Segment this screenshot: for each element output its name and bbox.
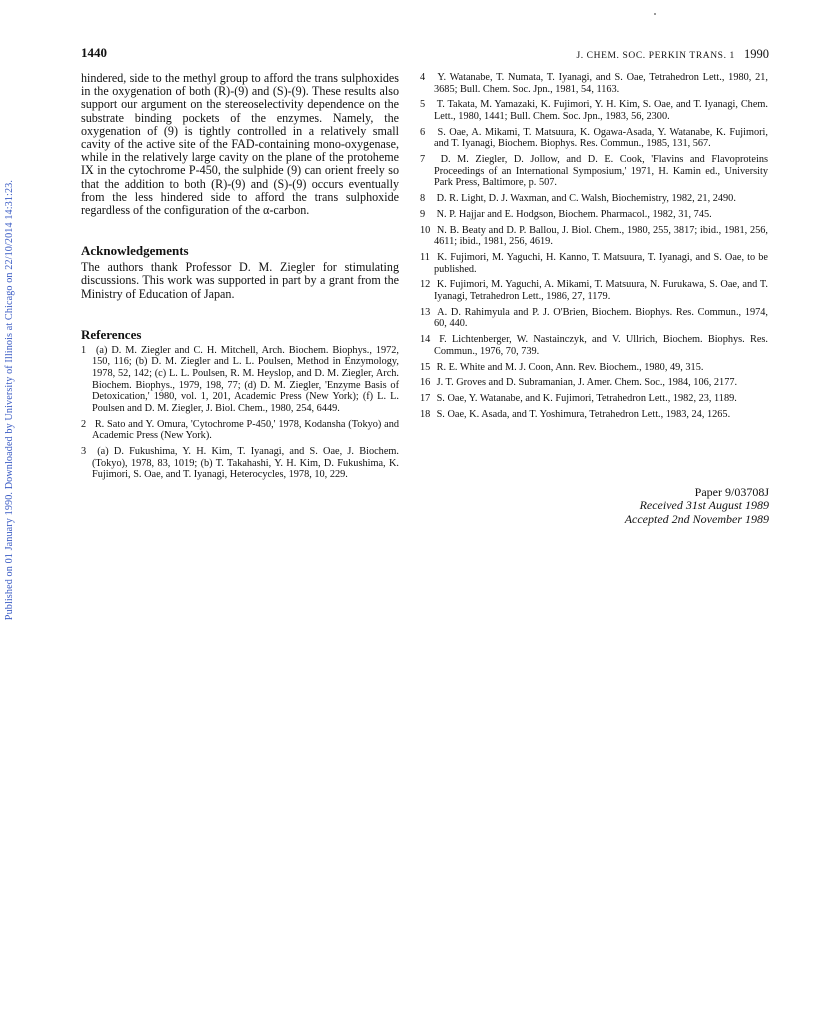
reference-text: S. Oae, Y. Watanabe, and K. Fujimori, Tetrahedron Lett., 1982, 23, 1189. xyxy=(436,393,737,405)
reference-item xyxy=(81,345,399,415)
reference-item xyxy=(420,409,768,421)
right-column xyxy=(420,72,768,425)
scan-artifact-dot xyxy=(654,13,656,15)
reference-text: D. R. Light, D. J. Waxman, and C. Walsh, Biochemistry, 1982, 21, 2490. xyxy=(436,193,736,205)
reference-number: 16 xyxy=(420,377,431,389)
reference-item xyxy=(81,419,399,442)
reference-text: (a) D. M. Ziegler and C. H. Mitchell, Arch. Biochem. Biophys., 1972, 150, 116; (b) D. M. Ziegler and L. L. Poulsen, Method in Enzymology, 1978, 52, 142; (c) L. L. Poulsen, R. M. Heyslop, and D. M. Ziegler, Arch. Biochem. Biophys., 1979, 198, 77; (d) D. M. Ziegler, 'Enzyme Basis of Detoxication,' 1980, vol. 1, 201, Academic Press (New York); (f) L. L. Poulsen and D. M. Ziegler, J. Biol. Chem., 1980, 254, 6449. xyxy=(92,344,400,414)
reference-number: 10 xyxy=(420,224,431,236)
journal-name: J. CHEM. SOC. PERKIN TRANS. 1 xyxy=(576,51,735,61)
reference-item xyxy=(420,99,768,122)
reference-text: (a) D. Fukushima, Y. H. Kim, T. Iyanagi, and S. Oae, J. Biochem. (Tokyo), 1978, 83, 1019; (b) T. Takahashi, Y. H. Kim, D. Fukushima, K. Fujimori, S. Oae, and T. Iyanagi, Heterocycles, 1978, 10, 229. xyxy=(92,445,399,481)
reference-text: F. Lichtenberger, W. Nastainczyk, and V. Ullrich, Biochem. Biophys. Res. Commun., 1976, 70, 739. xyxy=(434,334,768,357)
reference-list-left xyxy=(81,345,399,481)
reference-text: T. Takata, M. Yamazaki, K. Fujimori, Y. H. Kim, S. Oae, and T. Iyanagi, Chem. Lett., 1980, 1441; Bull. Chem. Soc. Jpn., 1983, 56, 2300. xyxy=(434,99,768,122)
reference-text: A. D. Rahimyula and P. J. O'Brien, Biochem. Biophys. Res. Commun., 1974, 60, 440. xyxy=(434,306,768,330)
received-date: Received 31st August 1989 xyxy=(639,498,769,513)
reference-text: N. P. Hajjar and E. Hodgson, Biochem. Pharmacol., 1982, 31, 745. xyxy=(436,208,712,220)
reference-text: D. M. Ziegler, D. Jollow, and D. E. Cook, 'Flavins and Flavoproteins Proceedings of an International Symposium,' 1971, H. Kamin ed., University Park Press, Baltimore, p. 507. xyxy=(434,154,768,189)
reference-item xyxy=(420,252,768,275)
reference-number: 15 xyxy=(420,361,431,373)
reference-text: Y. Watanabe, T. Numata, T. Iyanagi, and S. Oae, Tetrahedron Lett., 1980, 21, 3685; Bull. Chem. Soc. Jpn., 1981, 54, 1163. xyxy=(434,72,768,95)
reference-item xyxy=(81,446,399,481)
reference-number: 6 xyxy=(420,126,426,138)
reference-item xyxy=(420,72,768,95)
reference-item xyxy=(420,334,768,357)
reference-number: 1 xyxy=(81,344,87,356)
reference-item xyxy=(420,154,768,189)
reference-number: 4 xyxy=(420,72,426,83)
reference-text: R. Sato and Y. Omura, 'Cytochrome P-450,' 1978, Kodansha (Tokyo) and Academic Press (New York). xyxy=(92,418,399,442)
reference-number: 7 xyxy=(420,154,426,166)
reference-text: S. Oae, A. Mikami, T. Matsuura, K. Ogawa-Asada, Y. Watanabe, K. Fujimori, and T. Iyanagi, Biochem. Biophys. Res. Commun., 1985, 131, 567. xyxy=(434,126,768,150)
reference-number: 8 xyxy=(420,193,426,205)
paper-info xyxy=(625,486,769,526)
body-paragraph: hindered, side to the methyl group to afford the trans sulphoxides in the oxygenation of both (R)-(9) and (S)-(9). These results also support our argument on the stereoselectivity dependence on the substrate binding pockets of the enzymes. Namely, the oxygenation of (9) is tightly controlled in a relatively small cavity of the active site of the FAD-containing mono-oxygenase, while in the relatively large cavity on the plane of the protoheme IX in the cytochrome P-450, the sulphide (9) can orient freely so that the addition to both (R)-(9) and (S)-(9) occurs eventually from the less hindered side to afford the trans sulphoxide regardless of the configuration of the α-carbon. xyxy=(81,71,399,218)
reference-item xyxy=(420,127,768,150)
reference-number: 3 xyxy=(81,445,87,457)
references-heading: References xyxy=(81,326,142,342)
reference-number: 17 xyxy=(420,393,431,405)
reference-number: 9 xyxy=(420,208,426,220)
running-head xyxy=(576,47,769,62)
reference-item xyxy=(420,362,768,374)
reference-number: 5 xyxy=(420,99,426,111)
reference-text: K. Fujimori, M. Yaguchi, H. Kanno, T. Matsuura, T. Iyanagi, and S. Oae, to be published. xyxy=(434,252,769,275)
reference-item xyxy=(420,209,768,221)
reference-number: 14 xyxy=(420,334,431,346)
reference-text: J. T. Groves and D. Subramanian, J. Amer. Chem. Soc., 1984, 106, 2177. xyxy=(436,377,738,389)
reference-item xyxy=(420,377,768,389)
paper-number: Paper 9/03708J xyxy=(694,485,769,499)
reference-item xyxy=(420,393,768,405)
reference-item xyxy=(420,279,768,302)
reference-item xyxy=(420,307,768,330)
acknowledgements-heading: Acknowledgements xyxy=(81,243,189,259)
reference-number: 18 xyxy=(420,408,431,420)
reference-item xyxy=(420,193,768,205)
left-column xyxy=(81,72,399,485)
reference-text: K. Fujimori, M. Yaguchi, A. Mikami, T. Matsuura, N. Furukawa, S. Oae, and T. Iyanagi, Tetrahedron Lett., 1986, 27, 1179. xyxy=(434,279,768,302)
acknowledgements-text: The authors thank Professor D. M. Ziegler for stimulating discussions. This work was supported in part by a grant from the Ministry of Education of Japan. xyxy=(81,260,399,301)
accepted-date: Accepted 2nd November 1989 xyxy=(624,511,769,526)
reference-text: R. E. White and M. J. Coon, Ann. Rev. Biochem., 1980, 49, 315. xyxy=(436,361,704,373)
page-number: 1440 xyxy=(81,45,107,60)
reference-number: 12 xyxy=(420,279,431,291)
reference-number: 13 xyxy=(420,306,431,318)
reference-list-right xyxy=(420,72,768,420)
reference-text: S. Oae, K. Asada, and T. Yoshimura, Tetrahedron Lett., 1983, 24, 1265. xyxy=(436,408,731,420)
journal-year: 1990 xyxy=(744,47,769,61)
reference-text: N. B. Beaty and D. P. Ballou, J. Biol. Chem., 1980, 255, 3817; ibid., 1981, 256, 4611; ibid., 1981, 256, 4619. xyxy=(434,224,768,248)
reference-item xyxy=(420,225,768,248)
reference-number: 11 xyxy=(420,252,430,264)
reference-number: 2 xyxy=(81,418,87,430)
publication-stamp: Published on 01 January 1990. Downloaded by University of Illinois at Chicago on 22/10/2014 14:31:23. xyxy=(4,180,15,621)
